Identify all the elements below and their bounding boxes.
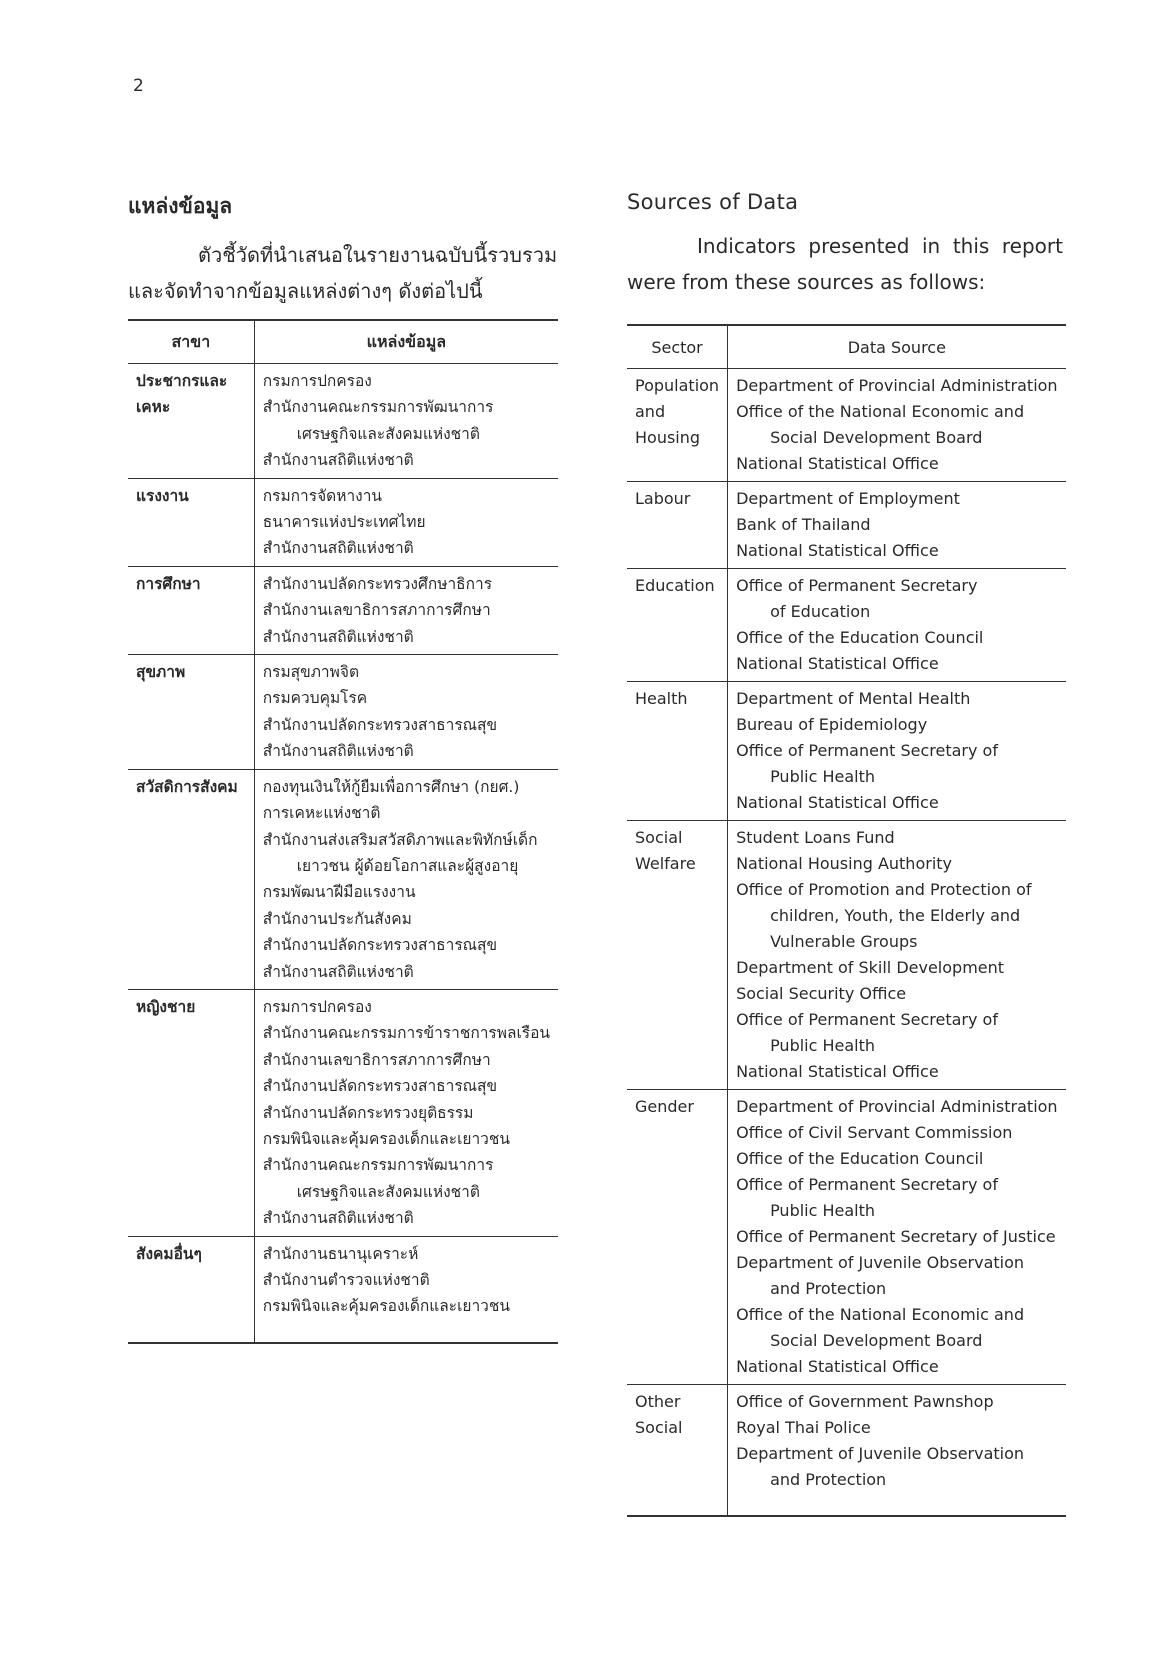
source-line: สำนักงานสถิติแห่งชาติ — [262, 962, 414, 981]
source-line: สำนักงานประกันสังคม — [262, 909, 412, 928]
source-line: Office of Promotion and Protection of — [736, 880, 1032, 899]
source-line: Social Development Board — [770, 1331, 983, 1350]
source-line: Office of Civil Servant Commission — [736, 1123, 1013, 1142]
source-line: Department of Provincial Administration — [736, 1097, 1058, 1116]
source-line: สำนักงานปลัดกระทรวงศึกษาธิการ — [262, 574, 493, 593]
sector-cell: การศึกษา — [128, 566, 254, 654]
source-line: สำนักงานคณะกรรมการข้าราชการพลเรือน — [262, 1024, 550, 1043]
source-line: and Protection — [770, 1470, 887, 1489]
source-line: สำนักงานเลขาธิการสภาการศึกษา — [262, 601, 491, 620]
table-row — [627, 569, 1066, 682]
source-line: กรมควบคุมโรค — [262, 689, 368, 708]
source-line: สำนักงานธนานุเคราะห์ — [262, 1244, 419, 1263]
sector-cell: สวัสดิการสังคม — [128, 769, 254, 989]
source-line: การเคหะแห่งชาติ — [262, 804, 381, 823]
source-line: สำนักงานสถิติแห่งชาติ — [262, 451, 414, 470]
source-line: and Protection — [770, 1279, 887, 1298]
source-line: Student Loans Fund — [736, 828, 895, 847]
table-row — [627, 1090, 1066, 1385]
source-line: National Housing Authority — [736, 854, 952, 873]
sector-cell: Health — [627, 682, 728, 821]
source-cell — [254, 989, 558, 1236]
source-line: National Statistical Office — [736, 654, 939, 673]
source-line: Public Health — [770, 1036, 876, 1055]
table-row — [627, 482, 1066, 569]
table-row — [128, 478, 558, 566]
sector-cell: แรงงาน — [128, 478, 254, 566]
source-line: Office of Permanent Secretary of — [736, 1010, 998, 1029]
source-cell — [728, 569, 1066, 682]
source-line: Social Security Office — [736, 984, 907, 1003]
source-line: National Statistical Office — [736, 1357, 939, 1376]
english-heading: Sources of Data — [627, 190, 799, 214]
table-row — [128, 1236, 558, 1343]
sector-cell: Population and Housing — [627, 369, 728, 482]
page-number: 2 — [133, 76, 144, 96]
source-line: เศรษฐกิจและสังคมแห่งชาติ — [296, 424, 480, 443]
english-col-source: Data Source — [728, 325, 1066, 369]
sector-cell: Gender — [627, 1090, 728, 1385]
source-line: สำนักงานปลัดกระทรวงสาธารณสุข — [262, 1077, 498, 1096]
source-line: Office of the Education Council — [736, 628, 984, 647]
source-line: Public Health — [770, 767, 876, 786]
source-line: กรมการปกครอง — [262, 372, 372, 390]
source-line: กรมสุขภาพจิต — [262, 663, 360, 682]
source-cell — [254, 1236, 558, 1343]
source-line: Office of Permanent Secretary of Justice — [736, 1227, 1056, 1246]
source-line: Department of Juvenile Observation — [736, 1444, 1025, 1463]
source-line: Department of Juvenile Observation — [736, 1253, 1025, 1272]
source-line: Office of Permanent Secretary of — [736, 741, 998, 760]
source-line: กรมพัฒนาฝีมือแรงงาน — [262, 883, 416, 902]
thai-heading: แหล่งข้อมูล — [128, 194, 233, 218]
table-row — [128, 364, 558, 479]
sector-cell: ประชากรและเคหะ — [128, 364, 254, 479]
source-cell — [728, 1385, 1066, 1517]
source-cell — [728, 821, 1066, 1090]
source-line: สำนักงานสถิติแห่งชาติ — [262, 742, 414, 761]
source-cell — [728, 482, 1066, 569]
table-row — [627, 821, 1066, 1090]
source-line: Royal Thai Police — [736, 1418, 871, 1437]
source-line: Department of Skill Development — [736, 958, 1005, 977]
source-line: สำนักงานปลัดกระทรวงสาธารณสุข — [262, 715, 498, 734]
source-cell — [728, 1090, 1066, 1385]
sector-cell: สุขภาพ — [128, 655, 254, 770]
source-line: Bureau of Epidemiology — [736, 715, 928, 734]
thai-col-sector: สาขา — [128, 320, 254, 364]
source-line: Department of Employment — [736, 489, 960, 508]
sector-cell: Other Social — [627, 1385, 728, 1517]
source-line: สำนักงานส่งเสริมสวัสดิภาพและพิทักษ์เด็ก — [262, 830, 538, 849]
source-line: Bank of Thailand — [736, 515, 871, 534]
table-row — [627, 369, 1066, 482]
english-section — [627, 190, 1063, 1517]
source-line: National Statistical Office — [736, 793, 939, 812]
source-line: Office of the Education Council — [736, 1149, 984, 1168]
source-cell — [254, 769, 558, 989]
source-line: สำนักงานปลัดกระทรวงยุติธรรม — [262, 1103, 474, 1122]
source-line: สำนักงานเลขาธิการสภาการศึกษา — [262, 1050, 491, 1069]
source-cell — [728, 682, 1066, 821]
source-line: สำนักงานสถิติแห่งชาติ — [262, 1209, 414, 1228]
source-line: กรมการปกครอง — [262, 997, 372, 1016]
source-line: กองทุนเงินให้กู้ยืมเพื่อการศึกษา (กยศ.) — [262, 777, 520, 796]
thai-sources-table — [128, 319, 558, 1344]
sector-cell: Labour — [627, 482, 728, 569]
source-line: สำนักงานสถิติแห่งชาติ — [262, 539, 414, 558]
english-intro: Indicators presented in this report were from these sources as follows: — [627, 234, 1063, 294]
english-sources-table — [627, 324, 1066, 1517]
source-line: Social Development Board — [770, 428, 983, 447]
source-line: children, Youth, the Elderly and — [770, 906, 1021, 925]
source-line: National Statistical Office — [736, 1062, 939, 1081]
thai-section — [128, 190, 558, 1344]
source-line: สำนักงานสถิติแห่งชาติ — [262, 627, 414, 646]
source-line: กรมพินิจและคุ้มครองเด็กและเยาวชน — [262, 1297, 510, 1316]
source-line: Office of Government Pawnshop — [736, 1392, 994, 1411]
source-line: Department of Provincial Administration — [736, 376, 1058, 395]
source-cell — [254, 655, 558, 770]
table-row — [627, 682, 1066, 821]
table-row — [128, 989, 558, 1236]
table-row — [128, 655, 558, 770]
source-cell — [728, 369, 1066, 482]
sector-cell: Social Welfare — [627, 821, 728, 1090]
source-line: ธนาคารแห่งประเทศไทย — [262, 513, 426, 532]
source-line: Vulnerable Groups — [770, 932, 918, 951]
thai-col-source: แหล่งข้อมูล — [254, 320, 558, 364]
source-line: National Statistical Office — [736, 541, 939, 560]
english-col-sector: Sector — [627, 325, 728, 369]
sector-cell: หญิงชาย — [128, 989, 254, 1236]
source-cell — [254, 566, 558, 654]
source-line: กรมการจัดหางาน — [262, 486, 383, 505]
source-line: Office of the National Economic and — [736, 1305, 1025, 1324]
sector-cell: สังคมอื่นๆ — [128, 1236, 254, 1343]
source-line: of Education — [770, 602, 871, 621]
source-line: สำนักงานคณะกรรมการพัฒนาการ — [262, 1156, 494, 1175]
source-line: Public Health — [770, 1201, 876, 1220]
source-line: Department of Mental Health — [736, 689, 971, 708]
source-line: กรมพินิจและคุ้มครองเด็กและเยาวชน — [262, 1129, 510, 1148]
source-line: เศรษฐกิจและสังคมแห่งชาติ — [296, 1182, 480, 1201]
source-line: สำนักงานปลัดกระทรวงสาธารณสุข — [262, 936, 498, 955]
source-line: เยาวชน ผู้ด้อยโอกาสและผู้สูงอายุ — [296, 856, 519, 875]
table-row — [128, 566, 558, 654]
source-cell — [254, 364, 558, 479]
table-row — [128, 769, 558, 989]
sector-cell: Education — [627, 569, 728, 682]
thai-intro: ตัวชี้วัดที่นำเสนอในรายงานฉบับนี้รวบรวมและจัดทำจากข้อมูลแหล่งต่างๆ ดังต่อไปนี้ — [128, 243, 558, 303]
source-cell — [254, 478, 558, 566]
source-line: National Statistical Office — [736, 454, 939, 473]
table-row — [627, 1385, 1066, 1517]
source-line: Office of the National Economic and — [736, 402, 1025, 421]
source-line: Office of Permanent Secretary — [736, 576, 978, 595]
source-line: สำนักงานคณะกรรมการพัฒนาการ — [262, 398, 494, 417]
source-line: สำนักงานตำรวจแห่งชาติ — [262, 1271, 430, 1289]
source-line: Office of Permanent Secretary of — [736, 1175, 998, 1194]
